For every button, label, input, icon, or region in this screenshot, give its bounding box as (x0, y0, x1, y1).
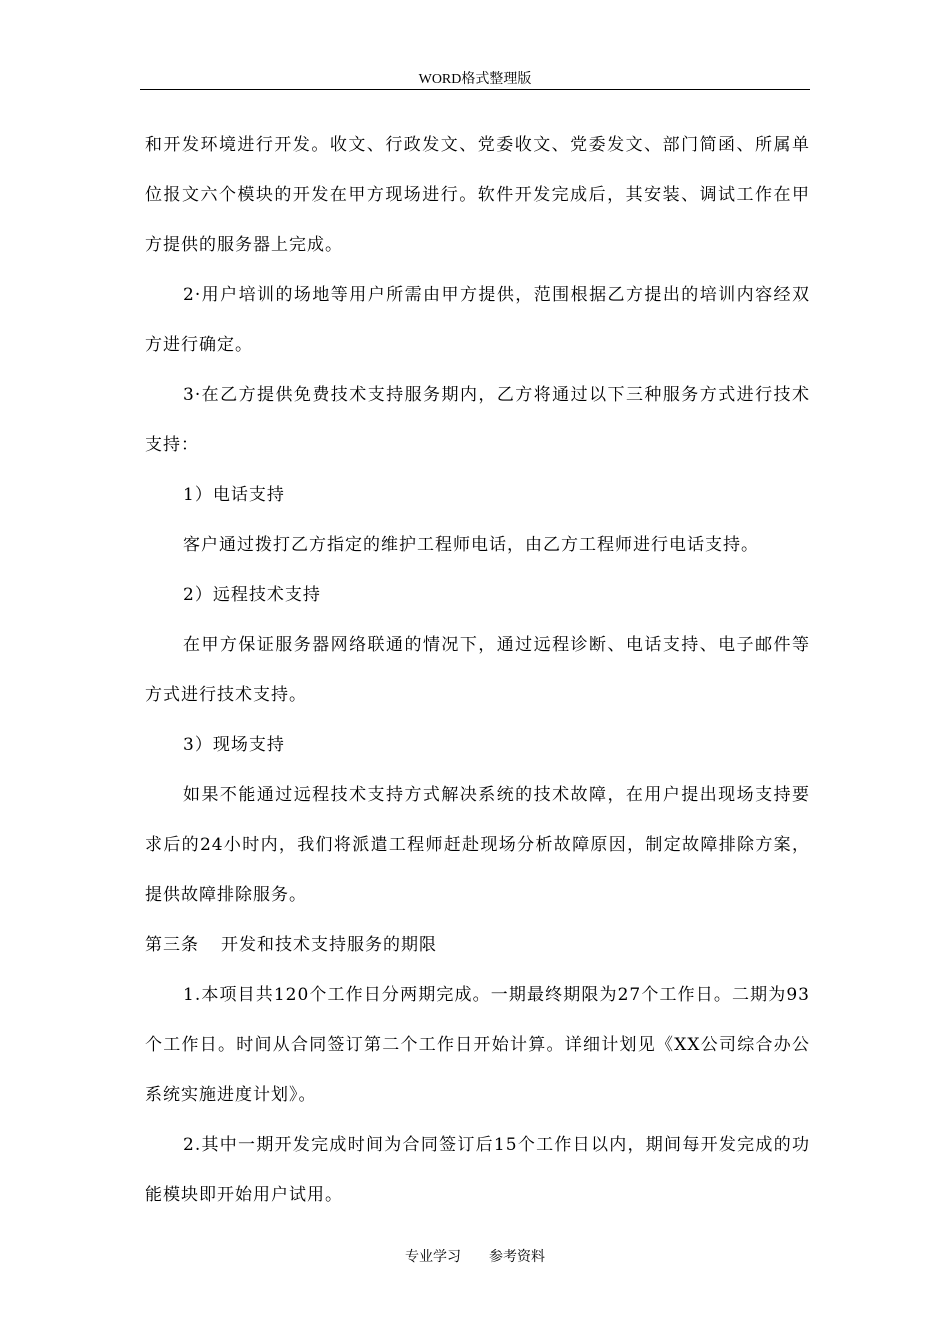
paragraph-training: 2·用户培训的场地等用户所需由甲方提供，范围根据乙方提出的培训内容经双方进行确定。 (145, 285, 810, 355)
header-title: WORD格式整理版 (418, 72, 532, 87)
paragraph-phase-one: 2.其中一期开发完成时间为合同签订后15个工作日以内，期间每开发完成的功能模块即开始用户试用。 (145, 1135, 810, 1205)
footer-right-text: 参考资料 (489, 1249, 545, 1265)
document-body (145, 120, 810, 1220)
list-item-onsite-support: 3）现场支持 (183, 735, 285, 755)
list-item-phone-support: 1）电话支持 (183, 485, 285, 505)
paragraph-onsite-support: 如果不能通过远程技术支持方式解决系统的技术故障，在用户提出现场支持要求后的24小时内，我们将派遣工程师赶赴现场分析故障原因，制定故障排除方案，提供故障排除服务。 (145, 785, 810, 905)
paragraph-continuation: 和开发环境进行开发。收文、行政发文、党委收文、党委发文、部门简函、所属单位报文六个模块的开发在甲方现场进行。软件开发完成后，其安装、调试工作在甲方提供的服务器上完成。 (145, 135, 810, 255)
page-footer (0, 1247, 950, 1267)
section-title: 开发和技术支持服务的期限 (221, 935, 437, 955)
page-header (140, 70, 810, 90)
section-number: 第三条 (145, 935, 199, 955)
paragraph-schedule: 1.本项目共120个工作日分两期完成。一期最终期限为27个工作日。二期为93个工作日。时间从合同签订第二个工作日开始计算。详细计划见《XX公司综合办公系统实施进度计划》。 (145, 985, 810, 1105)
footer-left-text: 专业学习 (405, 1249, 461, 1265)
paragraph-phone-support: 客户通过拨打乙方指定的维护工程师电话，由乙方工程师进行电话支持。 (183, 535, 759, 555)
paragraph-support-intro: 3·在乙方提供免费技术支持服务期内，乙方将通过以下三种服务方式进行技术支持： (145, 385, 810, 455)
section-heading (145, 920, 810, 970)
paragraph-remote-support: 在甲方保证服务器网络联通的情况下，通过远程诊断、电话支持、电子邮件等方式进行技术支持。 (145, 635, 810, 705)
list-item-remote-support: 2）远程技术支持 (183, 585, 321, 605)
